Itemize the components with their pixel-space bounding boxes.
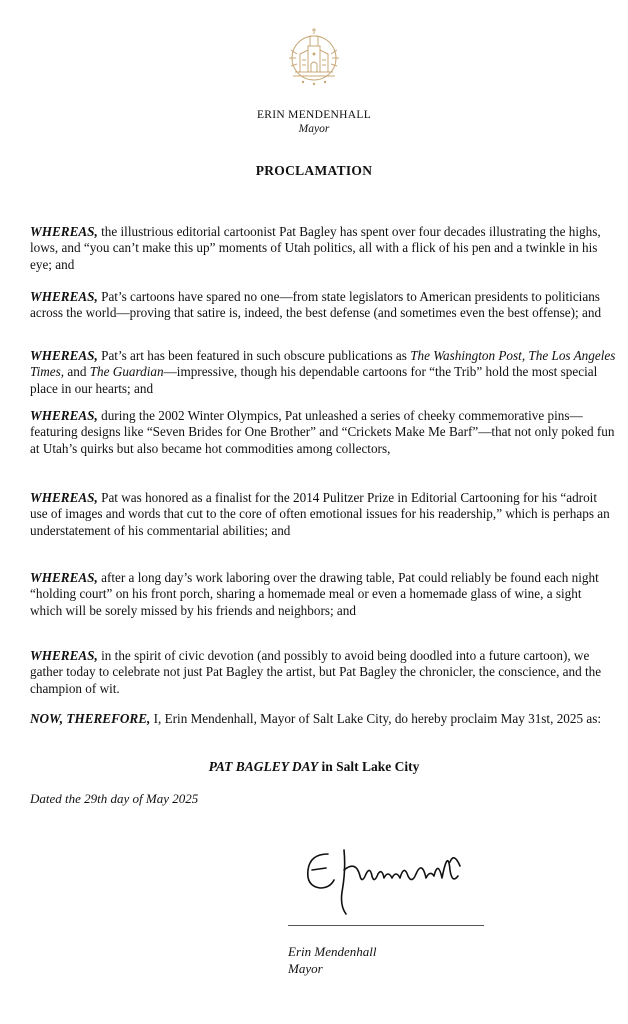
paragraph-lead: WHEREAS, <box>30 348 98 363</box>
paragraph-text: after a long day’s work laboring over the drawing table, Pat could reliably be found each night “holding court” on his front porch, sharing a homemade meal or even a homemade glass of wine, a sight which will be sorely missed by his friends and neighbors; and <box>30 570 599 618</box>
mayor-title-header: Mayor <box>298 123 330 135</box>
declaration-line <box>0 759 628 775</box>
paragraph-lead: WHEREAS, <box>30 570 98 585</box>
paragraph-text: Pat’s cartoons have spared no one—from state legislators to American presidents to politicians across the world—proving that satire is, indeed, the best defense (and sometimes even the best offense); and <box>30 289 602 321</box>
paragraph-lead: WHEREAS, <box>30 648 98 663</box>
paragraph-text: Pat’s art has been featured in such obscure publications as <box>97 348 411 363</box>
whereas-paragraph-7 <box>30 648 616 697</box>
declared-day: PAT BAGLEY DAY <box>208 759 319 774</box>
paragraph-text: in the spirit of civic devotion (and possibly to avoid being doodled into a future cartoon), we gather today to celebrate not just Pat Bagley the artist, but Pat Bagley the chronicler, the conscience, and the champion of wit. <box>30 648 602 696</box>
signer-title: Mayor <box>288 961 323 976</box>
signer-name: Erin Mendenhall <box>288 944 377 959</box>
declared-place: in Salt Lake City <box>318 759 420 774</box>
paragraph-lead: WHEREAS, <box>30 490 98 505</box>
city-building-seal-icon <box>283 24 345 96</box>
paragraph-lead: WHEREAS, <box>30 408 98 423</box>
whereas-paragraph-1 <box>30 224 616 273</box>
publication-names: The Washington Post, The Los Angeles Times, <box>30 348 616 380</box>
handwritten-signature-icon <box>300 840 480 920</box>
paragraph-text: I, Erin Mendenhall, Mayor of Salt Lake City, do hereby proclaim May 31st, 2025 as: <box>150 711 602 726</box>
dated-line: Dated the 29th day of May 2025 <box>30 791 199 806</box>
publication-name: The Guardian <box>89 364 164 380</box>
mayor-name-header: ERIN MENDENHALL <box>256 109 372 121</box>
whereas-paragraph-5 <box>30 490 616 539</box>
now-therefore-paragraph <box>30 711 616 727</box>
paragraph-lead: NOW, THEREFORE, <box>30 711 151 726</box>
whereas-paragraph-2 <box>30 289 616 322</box>
paragraph-lead: WHEREAS, <box>30 224 98 239</box>
paragraph-text: the illustrious editorial cartoonist Pat Bagley has spent over four decades illustrating the highs, lows, and “you can’t make this up” moments of Utah politics, all with a flick of his pen and a twinkle in his eye; and <box>30 224 601 272</box>
paragraph-lead: WHEREAS, <box>30 289 98 304</box>
paragraph-text: Pat was honored as a finalist for the 2014 Pulitzer Prize in Editorial Cartooning for his “adroit use of images and words that cut to the core of often emotional issues for his readership,” which is perhaps an understatement of his commentarial abilities; and <box>30 490 610 538</box>
paragraph-text: during the 2002 Winter Olympics, Pat unleashed a series of cheeky commemorative pins—featuring designs like “Seven Brides for One Brother” and “Crickets Make Me Barf”—that not only poked fun at Utah’s quirks but also became hot commodities among collectors, <box>30 408 615 456</box>
paragraph-text: and <box>64 364 90 380</box>
paragraph-text: —impressive, though his dependable cartoons for “the Trib” hold the most special place in our hearts; and <box>30 364 598 396</box>
whereas-paragraph-3 <box>30 348 616 397</box>
signature-line <box>288 925 484 926</box>
proclamation-heading: PROCLAMATION <box>255 163 373 178</box>
whereas-paragraph-4 <box>30 408 616 457</box>
whereas-paragraph-6 <box>30 570 616 619</box>
